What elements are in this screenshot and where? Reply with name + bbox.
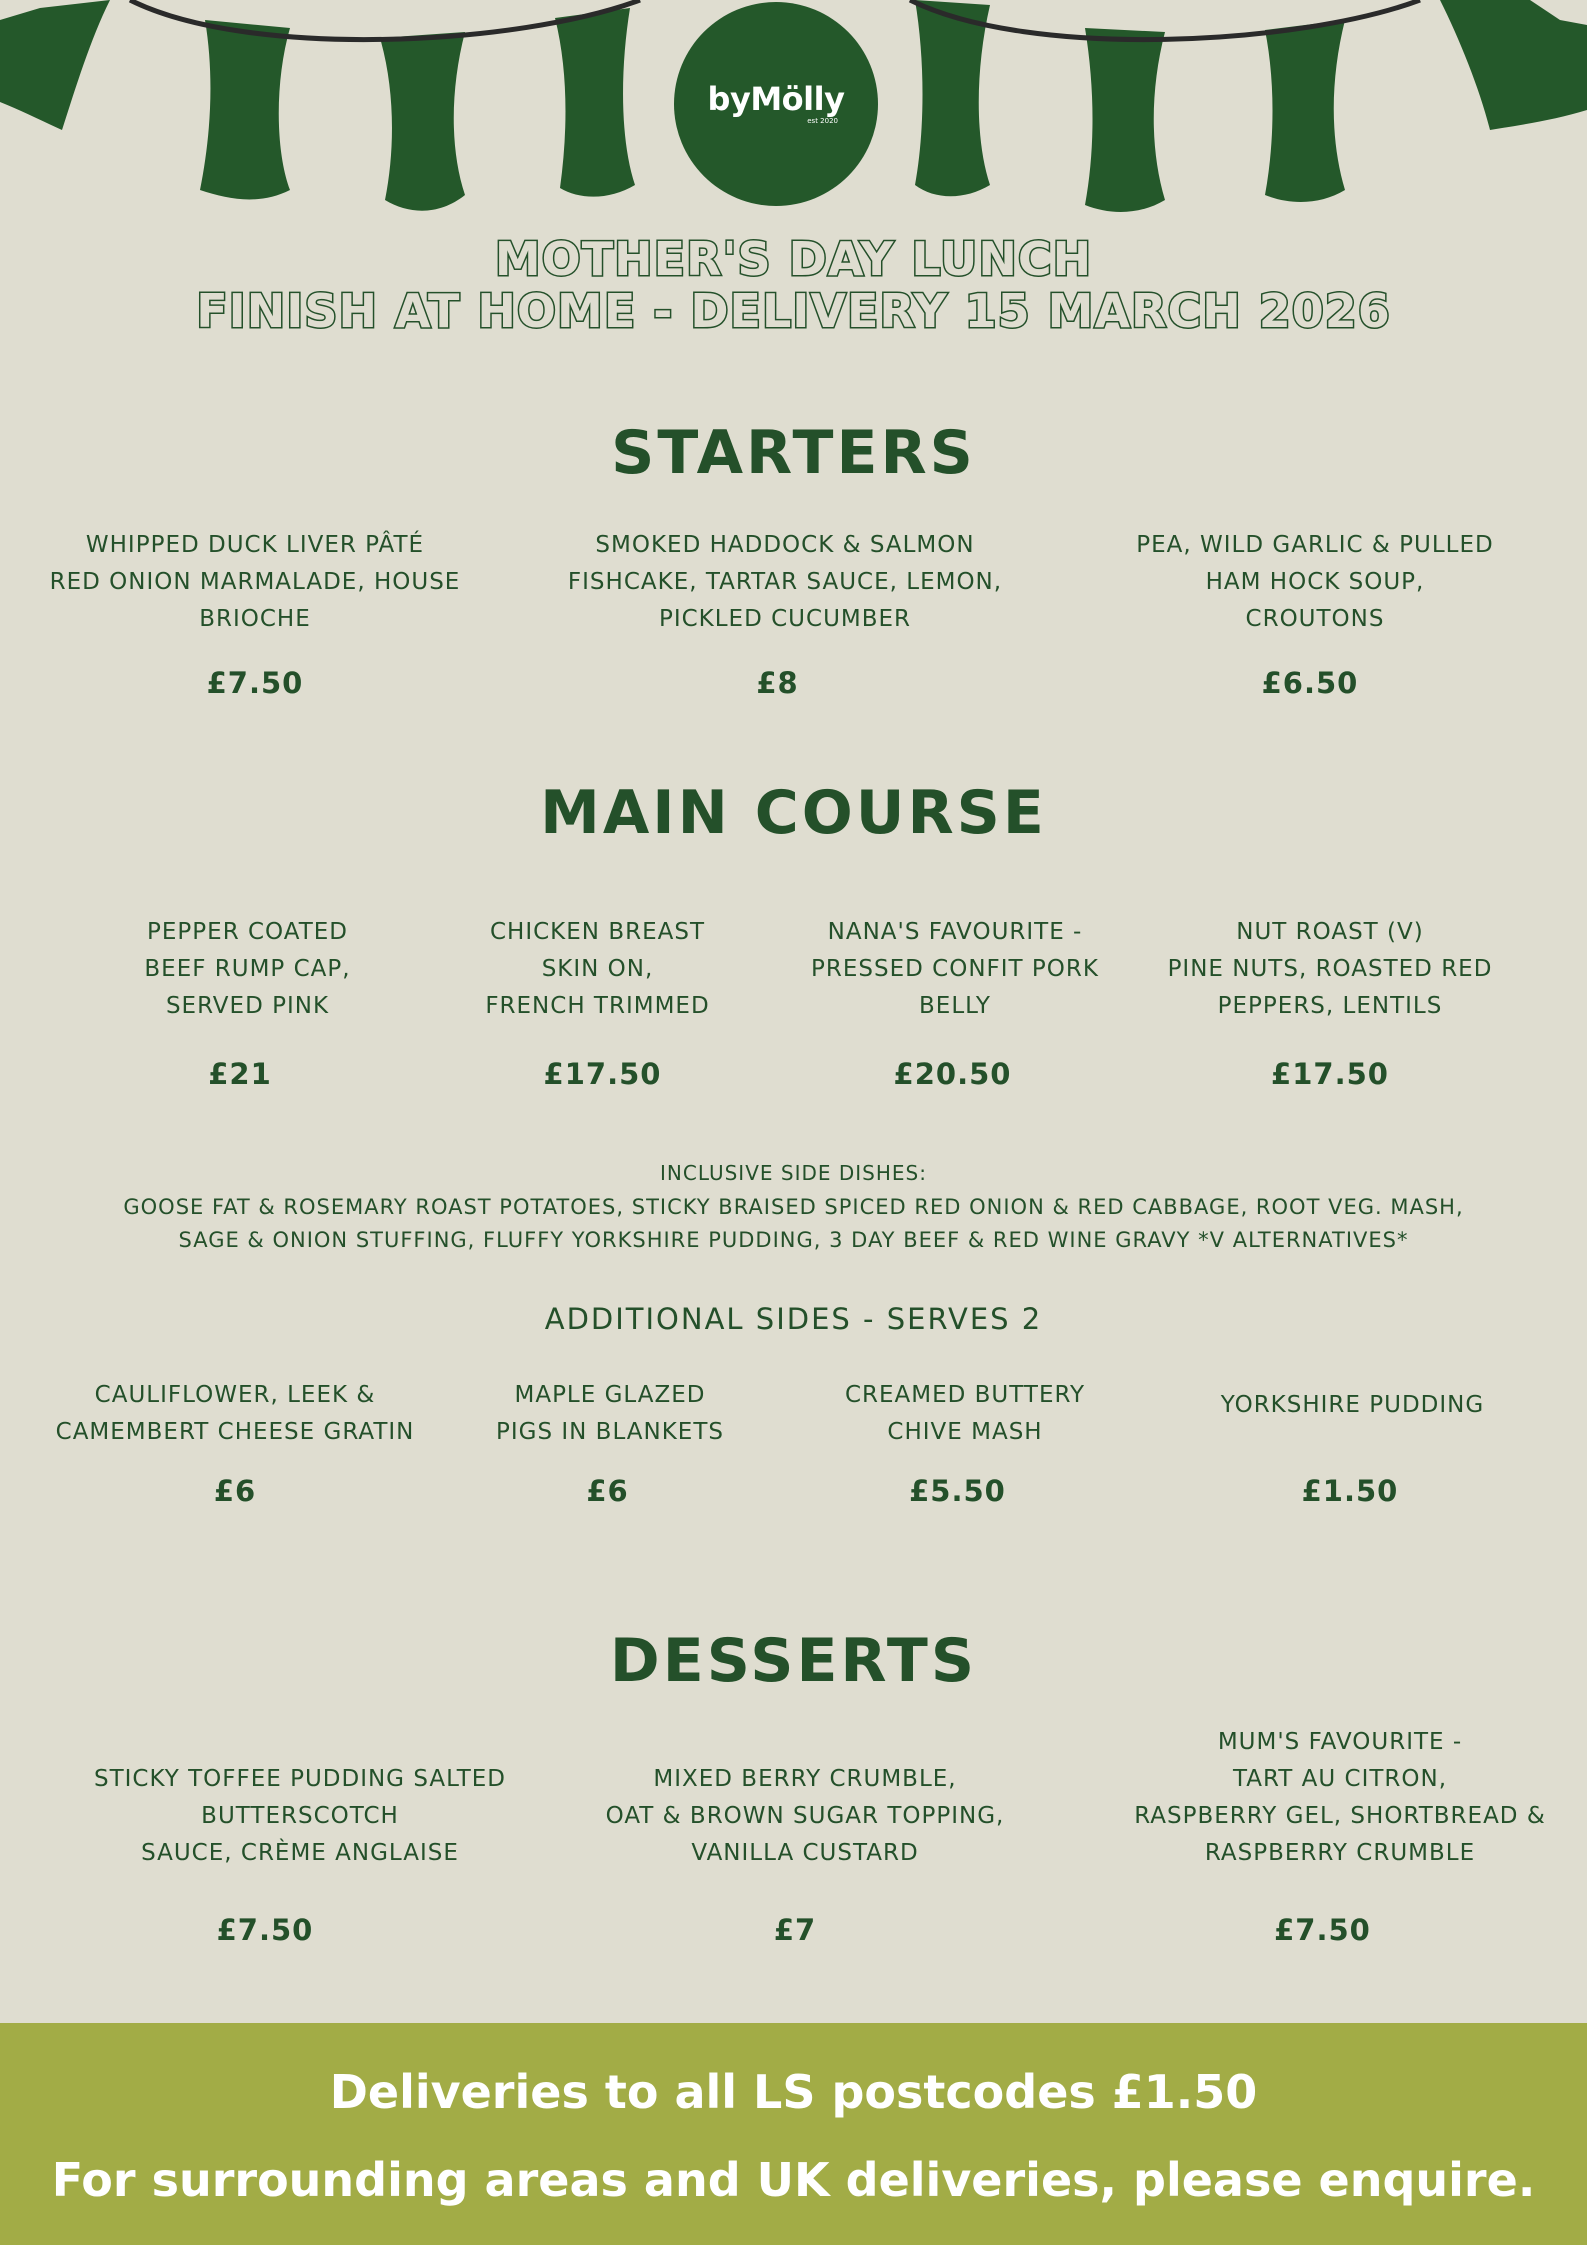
bunting-flag [1440,0,1587,130]
bunting-flag [0,0,110,130]
footer-delivery-line: Deliveries to all LS postcodes £1.50 [329,2065,1258,2119]
logo-text: byMölly [707,80,845,118]
item-description: MIXED BERRY CRUMBLE, OAT & BROWN SUGAR TOPPING, VANILLA CUSTARD [605,1766,1005,1866]
page-title: MOTHER'S DAY LUNCH [494,232,1093,286]
starters-heading: STARTERS [611,418,976,488]
item-description: PEA, WILD GARLIC & PULLED HAM HOCK SOUP, CROUTONS [1136,532,1494,632]
item-price: £1.50 [1301,1474,1399,1508]
main-item [790,914,1120,1025]
starter-item [555,527,1015,638]
delivery-footer [0,2023,1587,2245]
item-price: £6.50 [1261,666,1359,700]
side-item [815,1377,1115,1451]
item-price: £21 [208,1057,272,1091]
side-item [1180,1387,1525,1424]
main-item [95,914,400,1025]
item-price: £17.50 [543,1057,662,1091]
bunting-flag [1265,20,1345,202]
item-description: SMOKED HADDOCK & SALMON FISHCAKE, TARTAR SAUCE, LEMON, PICKLED CUCUMBER [567,532,1003,632]
bunting-flag [380,32,465,211]
bunting-flag [555,8,635,197]
item-description: YORKSHIRE PUDDING [1220,1392,1485,1418]
item-description: STICKY TOFFEE PUDDING SALTED BUTTERSCOTCH SAUCE, CRÈME ANGLAISE [93,1766,507,1866]
item-description: CHICKEN BREAST SKIN ON, FRENCH TRIMMED [485,919,710,1019]
desserts-heading: DESSERTS [609,1626,978,1696]
bunting-flag [200,20,290,199]
item-description: MAPLE GLAZED PIGS IN BLANKETS [495,1382,724,1445]
logo-est: est 2020 [807,117,838,125]
bunting-flag [1085,28,1165,212]
inclusive-sides-label: INCLUSIVE SIDE DISHES: [660,1161,927,1185]
page-subtitle: FINISH AT HOME - DELIVERY 15 MARCH 2026 [196,284,1391,338]
item-price: £8 [756,666,799,700]
item-price: £7.50 [206,666,304,700]
item-description: NUT ROAST (V) PINE NUTS, ROASTED RED PEPPERS, LENTILS [1167,919,1493,1019]
item-price: £7 [773,1913,817,1947]
additional-sides-heading: ADDITIONAL SIDES - SERVES 2 [544,1302,1043,1336]
starter-item [1100,527,1530,638]
footer-enquire-line: For surrounding areas and UK deliveries, please enquire. [51,2153,1536,2207]
main-course-heading: MAIN COURSE [540,778,1047,848]
dessert-item [1120,1724,1560,1872]
item-price: £5.50 [909,1474,1006,1508]
item-price: £20.50 [893,1057,1012,1091]
brand-logo [674,2,878,206]
dessert-item [80,1761,520,1872]
starter-item [35,527,475,638]
item-price: £7.50 [1274,1913,1371,1947]
side-item [470,1377,750,1451]
inclusive-sides-text: GOOSE FAT & ROSEMARY ROAST POTATOES, STICKY BRAISED SPICED RED ONION & RED CABBAGE, ROOT VEG. MASH, SAGE & ONION STUFFING, FLUFFY YORKSHIRE PUDDING, 3 DAY BEEF & RED WINE GRAVY *V ALTERNATIVES* [123,1195,1464,1252]
dessert-item [590,1761,1020,1872]
item-description: CAULIFLOWER, LEEK & CAMEMBERT CHEESE GRATIN [55,1382,415,1445]
main-item [1160,914,1500,1025]
side-item [40,1377,430,1451]
item-description: NANA'S FAVOURITE - PRESSED CONFIT PORK BELLY [811,919,1099,1019]
item-description: CREAMED BUTTERY CHIVE MASH [844,1382,1086,1445]
item-description: MUM'S FAVOURITE - TART AU CITRON, RASPBERRY GEL, SHORTBREAD & RASPBERRY CRUMBLE [1134,1729,1546,1866]
bunting-flag [915,0,990,196]
item-price: £6 [213,1474,257,1508]
item-description: WHIPPED DUCK LIVER PÂTÉ RED ONION MARMALADE, HOUSE BRIOCHE [49,532,461,632]
main-item [445,914,750,1025]
item-price: £17.50 [1271,1057,1389,1091]
item-description: PEPPER COATED BEEF RUMP CAP, SERVED PINK [144,919,351,1019]
item-price: £7.50 [216,1913,314,1947]
item-price: £6 [586,1474,629,1508]
